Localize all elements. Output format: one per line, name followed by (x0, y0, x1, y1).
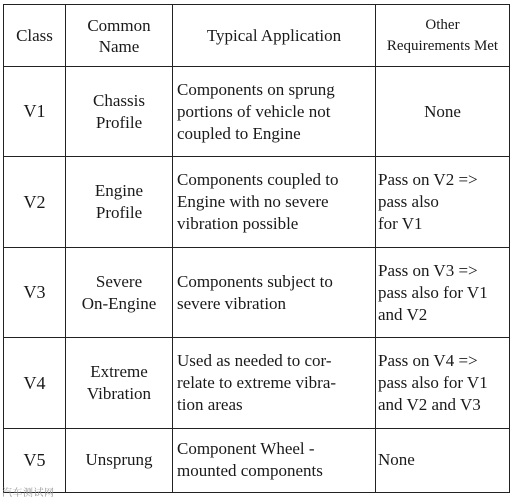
header-row (4, 5, 510, 67)
header-class-label: Class (16, 26, 53, 45)
header-typical-application-label: Typical Application (206, 26, 342, 45)
common-name-cell: Unsprung (66, 428, 173, 492)
common-name-line1: Chassis (93, 90, 145, 110)
common-name-line2: Vibration (86, 384, 152, 404)
header-common-name (66, 5, 173, 67)
common-name-line2: Profile (95, 203, 143, 223)
application-cell: Used as needed to cor- relate to extreme vibra- tion areas (173, 338, 376, 428)
common-name-cell (66, 67, 173, 157)
application-cell: Component Wheel - mounted components (173, 428, 376, 492)
common-name-cell (66, 338, 173, 428)
class-cell: V3 (4, 247, 66, 337)
table-row (4, 67, 510, 157)
application-cell: Components coupled to Engine with no severe vibration possible (173, 157, 376, 247)
common-name-line2: Profile (95, 112, 143, 132)
header-other-requirements (376, 5, 510, 67)
header-common-name-line2: Name (98, 36, 140, 56)
requirements-cell: None (376, 428, 510, 492)
table-row (4, 428, 510, 492)
class-cell: V1 (4, 67, 66, 157)
header-class (4, 5, 66, 67)
source-watermark (2, 484, 55, 499)
common-name-cell (66, 157, 173, 247)
common-name-line1: Engine (94, 181, 144, 201)
requirements-cell: Pass on V4 => pass also for V1 and V2 and V3 (376, 338, 510, 428)
common-name-line1: Extreme (90, 362, 148, 382)
class-cell: V5 (4, 428, 66, 492)
table-row (4, 338, 510, 428)
application-cell: Components subject to severe vibration (173, 247, 376, 337)
class-cell: V4 (4, 338, 66, 428)
header-typical-application (173, 5, 376, 67)
class-cell: V2 (4, 157, 66, 247)
requirements-cell: None (376, 67, 510, 157)
vibration-class-table (3, 4, 510, 493)
table-row (4, 247, 510, 337)
watermark-text: 汽车测试网 (2, 488, 55, 499)
requirements-cell: Pass on V3 => pass also for V1 and V2 (376, 247, 510, 337)
common-name-cell (66, 247, 173, 337)
common-name-line2: On-Engine (81, 293, 157, 313)
table-row (4, 157, 510, 247)
header-common-name-line1: Common (87, 15, 151, 35)
common-name-line1: Severe (95, 271, 143, 291)
application-cell: Components on sprung portions of vehicle not coupled to Engine (173, 67, 376, 157)
header-other-req-line1: Other (425, 16, 460, 33)
header-other-req-line2: Requirements Met (386, 37, 499, 54)
requirements-cell: Pass on V2 => pass also for V1 (376, 157, 510, 247)
